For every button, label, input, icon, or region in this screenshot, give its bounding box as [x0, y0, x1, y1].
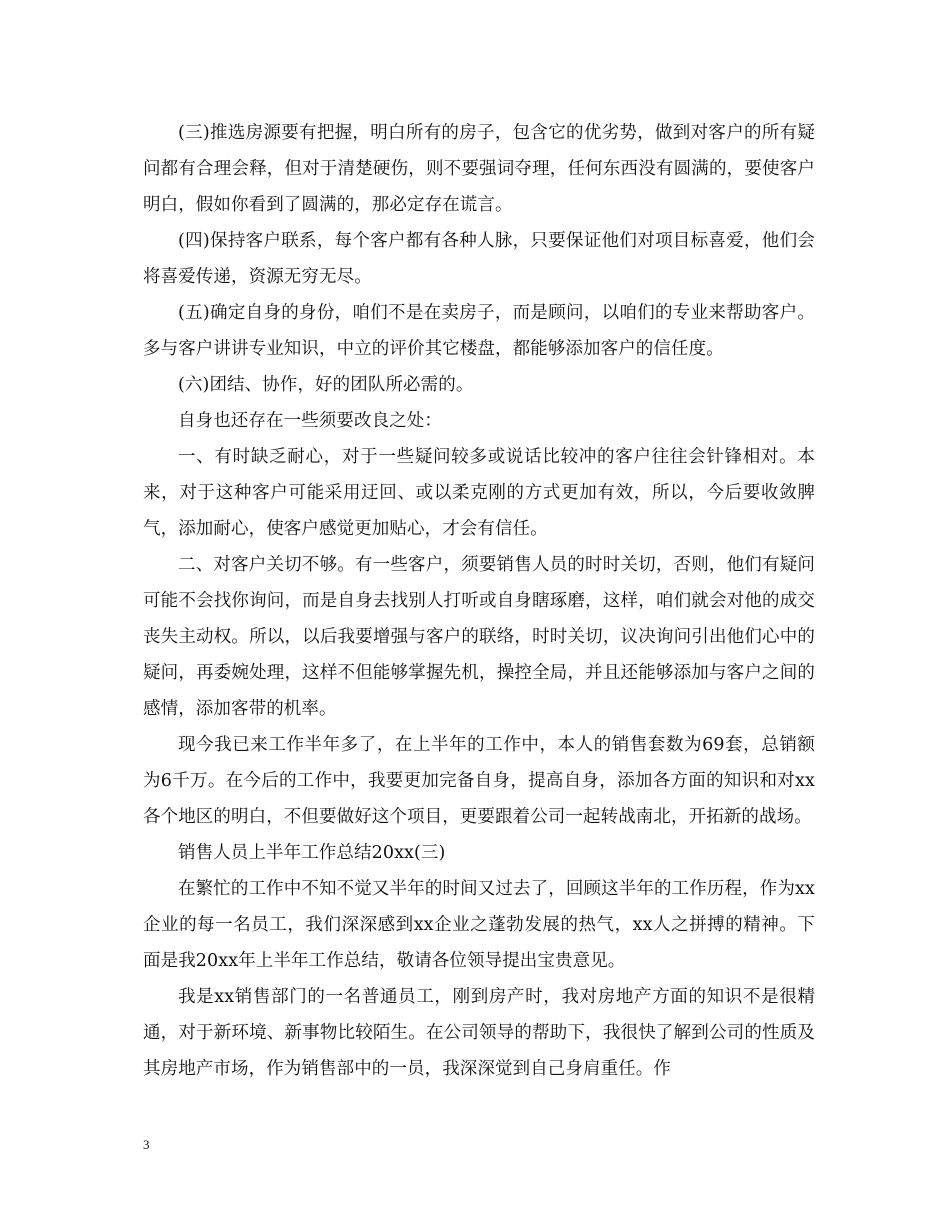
- paragraph-customer-care: 二、对客户关切不够。有一些客户，须要销售人员的时时关切，否则，他们有疑问可能不会找你询问，而是自身去找别人打听或自身瞎琢磨，这样，咱们就会对他的成交丧失主动权。所以，以后我要增强与客户的联络，时时关切，议决询问引出他们心中的疑问，再委婉处理，这样不但能够掌握先机，操控全局，并且还能够添加与客户之间的感情，添加客带的机率。: [143, 555, 815, 719]
- paragraph-improvements-intro: 自身也还存在一些须要改良之处：: [178, 411, 442, 431]
- paragraph-patience: 一、有时缺乏耐心，对于一些疑问较多或说话比较冲的客户往往会针锋相对。本来，对于这种客户可能采用迂回、或以柔克刚的方式更加有效，所以，今后要收敛脾气，添加耐心，使客户感觉更加贴心，才会有信任。: [143, 447, 815, 539]
- paragraph-sales-results: 现今我已来工作半年多了，在上半年的工作中，本人的销售套数为69套，总销额为6千万。在今后的工作中，我要更加完备自身，提高自身，添加各方面的知识和对xx各个地区的明白，不但要做好这个项目，更要跟着公司一起转战南北，开拓新的战场。: [143, 735, 815, 827]
- paragraph-introduction: 我是xx销售部门的一名普通员工，刚到房产时，我对房地产方面的知识不是很精通，对于新环境、新事物比较陌生。在公司领导的帮助下，我很快了解到公司的性质及其房地产市场，作为销售部中的一员，我深深觉到自己身肩重任。作: [143, 987, 815, 1079]
- paragraph-teamwork: (六)团结、协作，好的团队所必需的。: [178, 375, 474, 395]
- section-heading: 销售人员上半年工作总结20xx(三): [178, 843, 446, 863]
- paragraph-identity: (五)确定自身的身份，咱们不是在卖房子，而是顾问，以咱们的专业来帮助客户。多与客户讲讲专业知识，中立的评价其它楼盘，都能够添加客户的信任度。: [143, 303, 815, 359]
- paragraph-keep-contact: (四)保持客户联系，每个客户都有各种人脉，只要保证他们对项目标喜爱，他们会将喜爱传递，资源无穷无尽。: [143, 231, 815, 287]
- document-body: [143, 115, 815, 1087]
- page-number: 3: [143, 1137, 150, 1152]
- paragraph-review: 在繁忙的工作中不知不觉又半年的时间又过去了，回顾这半年的工作历程，作为xx企业的每一名员工，我们深深感到xx企业之蓬勃发展的热气，xx人之拼搏的精神。下面是我20xx年上半年工作总结，敬请各位领导提出宝贵意见。: [143, 879, 815, 971]
- paragraph-selection-tips: (三)推选房源要有把握，明白所有的房子，包含它的优劣势，做到对客户的所有疑问都有合理会释，但对于清楚硬伤，则不要强词夺理，任何东西没有圆满的，要使客户明白，假如你看到了圆满的，那必定存在谎言。: [143, 123, 815, 215]
